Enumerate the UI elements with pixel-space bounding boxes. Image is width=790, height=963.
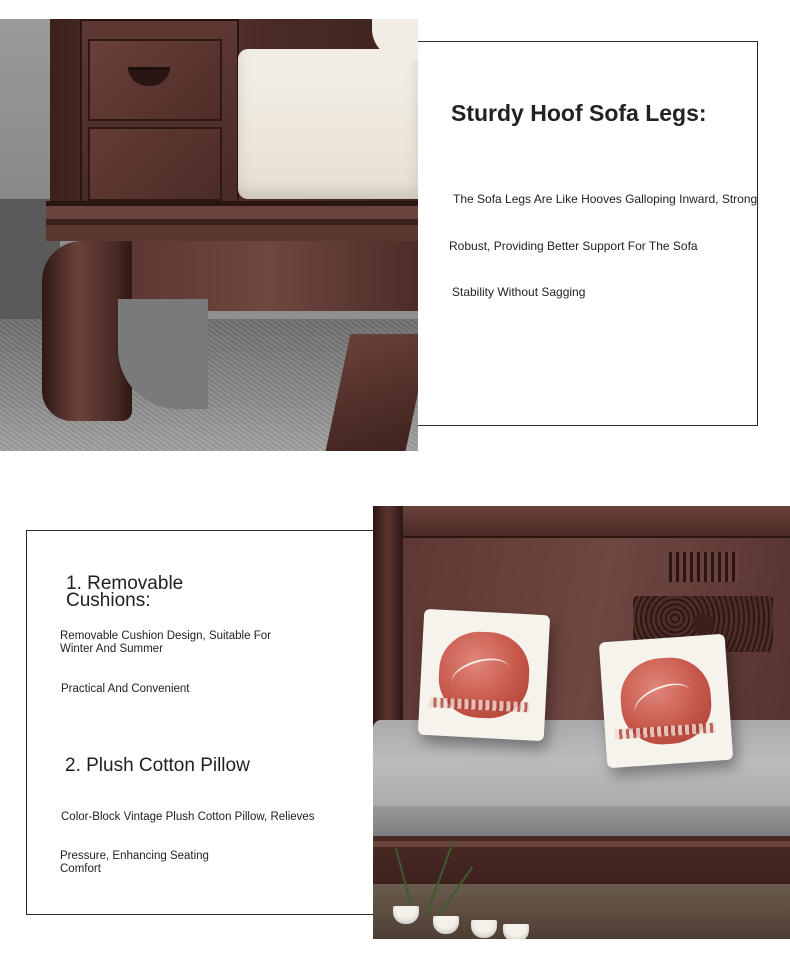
- cushions-text-line: Practical And Convenient: [61, 683, 190, 695]
- throw-pillow-right: [599, 634, 733, 768]
- cushions-text: [60, 630, 271, 656]
- legs-text-line: Stability Without Sagging: [452, 285, 586, 299]
- cushions-text-line: Removable Cushion Design, Suitable For: [60, 630, 271, 642]
- backrest-top: [373, 506, 790, 536]
- pillow-text-line: Pressure, Enhancing Seating: [60, 850, 209, 862]
- cushions-heading-line: Cushions:: [66, 590, 151, 611]
- pillow-sofa-photo: [373, 506, 790, 939]
- legs-text-line: Robust, Providing Better Support For The Sofa: [449, 239, 698, 253]
- legs-heading: Sturdy Hoof Sofa Legs:: [451, 100, 707, 126]
- throw-pillow-left: [418, 609, 550, 741]
- pillow-text-line: Comfort: [60, 863, 101, 875]
- carved-vent: [669, 552, 739, 582]
- drawer-bottom: [88, 127, 222, 201]
- base-rail: [46, 201, 418, 241]
- tea-cup: [503, 924, 529, 939]
- pillow-heading: 2. Plush Cotton Pillow: [65, 755, 250, 776]
- cushions-text-line: Winter And Summer: [60, 643, 163, 655]
- base-trim: [373, 841, 790, 847]
- legs-text-line: The Sofa Legs Are Like Hooves Galloping Inward, Strong: [453, 192, 758, 206]
- cushions-heading-line: 1. Removable: [66, 573, 184, 594]
- pillow-text-line: Color-Block Vintage Plush Cotton Pillow, Relieves: [61, 811, 315, 823]
- pillow-text: [60, 850, 209, 876]
- sofa-leg-photo: [0, 19, 418, 451]
- cushions-heading: [66, 575, 183, 609]
- seat-cushion-front: [373, 806, 790, 836]
- legs-info-box: [418, 41, 758, 426]
- seat-cushion: [238, 49, 418, 199]
